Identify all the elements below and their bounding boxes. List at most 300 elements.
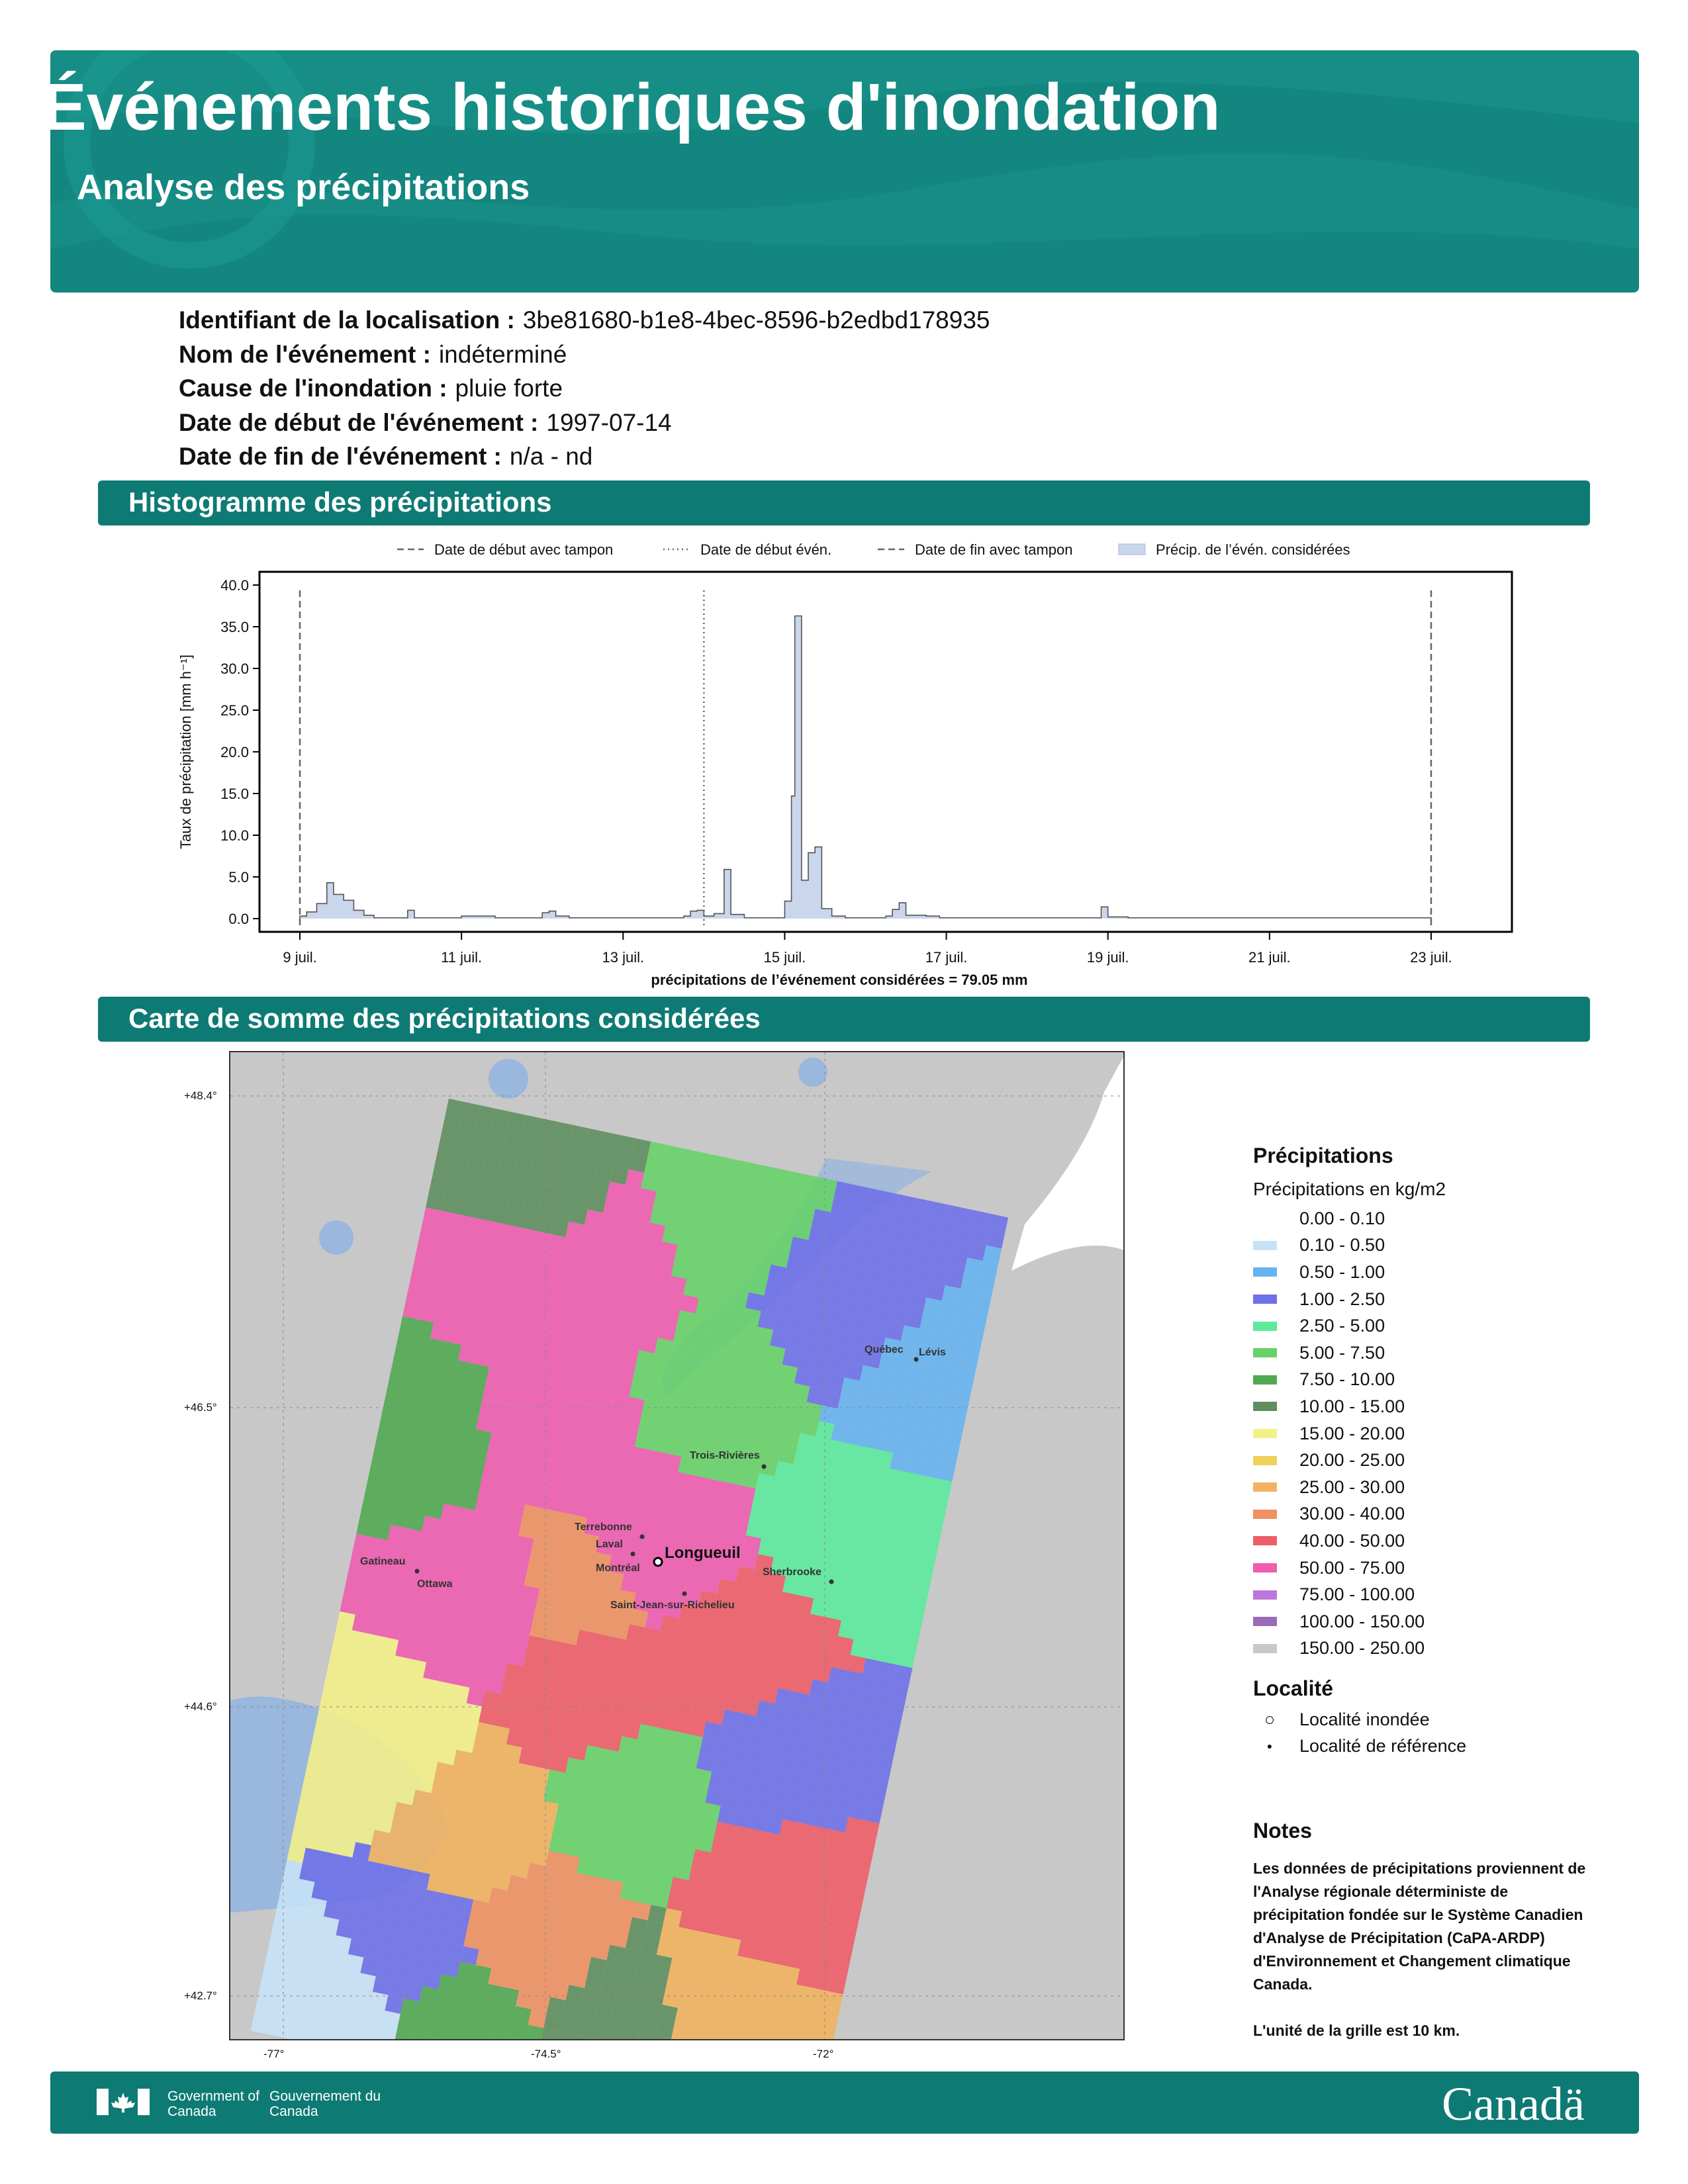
grid-cell (713, 1903, 731, 1921)
grid-cell (631, 1982, 649, 2001)
grid-cell (573, 1954, 591, 1972)
grid-cell (410, 1724, 428, 1743)
grid-cell (463, 1931, 482, 1949)
x-tick-label: 19 juil. (1086, 949, 1129, 966)
grid-cell (316, 2013, 334, 2032)
grid-cell (525, 1489, 543, 1508)
grid-cell (859, 1219, 877, 1238)
grid-cell (326, 1739, 344, 1757)
legend-class (1253, 1205, 1466, 1232)
grid-cell (907, 1603, 925, 1621)
grid-cell (911, 1506, 929, 1525)
grid-cell (481, 1999, 500, 2018)
grid-cell (757, 1847, 776, 1866)
grid-cell (614, 1833, 633, 1851)
grid-cell (595, 1617, 614, 1636)
grid-cell (506, 1274, 524, 1293)
grid-cell (316, 1705, 335, 1723)
grid-cell (680, 1522, 699, 1541)
grid-cell (590, 1259, 608, 1278)
grid-cell (945, 1270, 964, 1289)
grid-cell (749, 1277, 767, 1295)
grid-cell (709, 1999, 727, 2017)
grid-cell (509, 1258, 528, 1277)
grid-cell (497, 2003, 516, 2021)
grid-cell (436, 1681, 454, 1700)
grid-cell (369, 1537, 387, 1555)
grid-cell (807, 1614, 825, 1633)
grid-cell (745, 1828, 764, 1846)
grid-cell (686, 1572, 704, 1590)
grid-cell (594, 1926, 613, 1944)
grid-cell (529, 1165, 547, 1183)
grid-cell (774, 1234, 793, 1252)
grid-cell (376, 1961, 395, 1979)
grid-cell (461, 1102, 479, 1120)
grid-cell (884, 1630, 903, 1649)
grid-cell (806, 2003, 824, 2022)
grid-cell (755, 1327, 773, 1345)
grid-cell (641, 1936, 659, 1954)
grid-cell (687, 1491, 706, 1510)
grid-cell (770, 1866, 788, 1884)
map-lat-label: +46.5° (184, 1401, 217, 1414)
grid-cell (468, 1298, 487, 1317)
grid-cell (534, 1215, 553, 1234)
grid-cell (643, 2001, 662, 2020)
grid-cell (517, 1909, 536, 1928)
grid-cell (361, 1876, 380, 1895)
grid-cell (481, 1236, 500, 1255)
grid-cell (448, 1164, 467, 1183)
grid-cell (710, 1918, 728, 1936)
grid-cell (588, 1649, 607, 1667)
grid-cell (540, 1492, 559, 1511)
grid-cell (786, 2015, 805, 2034)
grid-cell (696, 1752, 715, 1771)
grid-cell (544, 1168, 563, 1187)
grid-cell (453, 1750, 472, 1768)
grid-cell (382, 1702, 400, 1721)
grid-cell (563, 1383, 582, 1402)
grid-cell (412, 1335, 430, 1353)
grid-cell (834, 1408, 853, 1427)
grid-cell (893, 1210, 912, 1228)
grid-cell (935, 1316, 954, 1335)
grid-cell (372, 1522, 391, 1540)
grid-cell (819, 1405, 837, 1424)
legend-swatch (1253, 1617, 1277, 1626)
grid-cell (599, 1294, 618, 1312)
grid-cell (720, 1644, 738, 1662)
grid-cell (482, 1463, 500, 1482)
info-label: Date de début de l'événement : (179, 408, 539, 436)
grid-cell (727, 1987, 746, 2005)
grid-cell (380, 1637, 399, 1655)
grid-cell (855, 1462, 874, 1480)
grid-cell (572, 1191, 590, 1209)
grid-cell (591, 1178, 610, 1197)
grid-cell (743, 1762, 761, 1781)
grid-cell (500, 1224, 518, 1242)
grid-cell (886, 1241, 905, 1259)
grid-cell (644, 1921, 663, 1939)
grid-cell (769, 1947, 787, 1966)
grid-cell (831, 1960, 849, 1978)
grid-cell (731, 1208, 749, 1226)
grid-cell (610, 1929, 628, 1948)
grid-cell (489, 1351, 508, 1370)
grid-cell (955, 1223, 974, 1242)
grid-cell (839, 1539, 857, 1558)
grid-cell (522, 1732, 541, 1751)
grid-cell (504, 1891, 523, 1909)
grid-cell (733, 1582, 751, 1600)
grid-cell (560, 1707, 579, 1726)
grid-cell (862, 1203, 880, 1222)
grid-cell (571, 1580, 589, 1598)
x-tick-label: 11 juil. (441, 949, 483, 966)
grid-cell (847, 1882, 866, 1901)
grid-cell (666, 1437, 684, 1456)
grid-cell (647, 1222, 665, 1241)
grid-cell (516, 1682, 535, 1701)
grid-cell (780, 1511, 799, 1529)
grid-cell (839, 1231, 858, 1250)
grid-cell (491, 1725, 510, 1744)
grid-cell (837, 1702, 856, 1720)
grid-cell (917, 1556, 935, 1574)
grid-cell (622, 1185, 641, 1203)
grid-cell (586, 1811, 605, 1829)
legend-class (1253, 1286, 1466, 1313)
grid-cell (281, 1876, 299, 1894)
info-row-end-date (179, 439, 990, 474)
grid-cell (806, 1467, 824, 1486)
grid-cell (709, 1463, 727, 1482)
grid-cell (271, 1922, 289, 1940)
grid-cell (628, 1770, 646, 1789)
grid-cell (588, 1957, 606, 1976)
grid-cell (349, 1630, 367, 1649)
grid-cell (494, 1709, 513, 1728)
grid-cell (916, 1328, 935, 1347)
grid-cell (858, 1527, 876, 1546)
grid-cell (531, 1539, 549, 1557)
grid-cell (347, 1792, 365, 1811)
grid-cell (865, 1723, 884, 1742)
grid-cell (400, 1999, 419, 2017)
grid-cell (389, 1363, 408, 1381)
grid-cell (597, 1455, 616, 1474)
legend-label: Précip. de l’évén. considérées (1156, 541, 1350, 558)
grid-cell (519, 1747, 538, 1766)
grid-cell (657, 1403, 675, 1422)
grid-cell (575, 2019, 593, 2038)
grid-cell (483, 1383, 501, 1401)
grid-cell (726, 1385, 744, 1404)
grid-cell (567, 1368, 585, 1387)
grid-cell (659, 1777, 677, 1796)
legend-class (1253, 1474, 1466, 1501)
grid-cell (624, 2013, 643, 2032)
grid-cell (729, 1906, 747, 1925)
grid-cell (680, 1749, 699, 1768)
grid-cell (519, 1212, 538, 1230)
grid-cell (575, 1483, 593, 1502)
grid-cell (557, 1723, 575, 1741)
grid-cell (406, 1285, 424, 1304)
grid-cell (523, 1651, 541, 1670)
grid-cell (659, 1242, 677, 1260)
grid-cell (343, 1580, 361, 1599)
grid-cell (734, 1956, 753, 1974)
grid-cell (787, 1707, 806, 1725)
grid-cell (751, 1651, 769, 1669)
grid-cell (954, 1304, 972, 1323)
grid-cell (835, 1636, 853, 1655)
grid-cell (861, 1285, 879, 1303)
grid-cell (431, 1550, 449, 1569)
grid-cell (444, 1488, 463, 1506)
grid-cell (579, 1695, 597, 1713)
grid-cell (809, 1987, 827, 2006)
grid-cell (714, 1367, 732, 1385)
grid-cell (845, 1508, 864, 1527)
grid-cell (513, 1470, 532, 1488)
grid-cell (510, 1713, 528, 1731)
grid-cell (393, 1802, 412, 1821)
grid-cell (555, 1576, 573, 1595)
grid-cell (771, 1477, 790, 1495)
grid-cell (696, 1980, 715, 1999)
grid-cell (657, 1176, 675, 1195)
grid-cell (545, 1396, 563, 1414)
grid-cell (550, 1981, 569, 2000)
grid-cell (854, 1851, 872, 1870)
grid-cell (527, 1863, 545, 1882)
grid-cell (575, 1175, 594, 1193)
grid-cell (409, 1269, 428, 1288)
grid-cell (931, 1413, 949, 1432)
grid-cell (426, 1647, 445, 1665)
grid-cell (883, 1484, 902, 1502)
grid-cell (323, 1674, 342, 1692)
grid-cell (702, 1494, 721, 1513)
grid-cell (585, 1128, 604, 1147)
grid-cell (414, 1855, 433, 1874)
grid-cell (432, 1469, 450, 1488)
grid-cell (516, 1455, 535, 1473)
grid-cell (828, 1667, 847, 1686)
grid-cell (482, 1155, 500, 1173)
grid-cell (557, 1642, 576, 1661)
grid-cell (898, 1569, 916, 1587)
grid-cell (879, 1580, 898, 1599)
grid-cell (432, 1697, 451, 1715)
grid-cell (686, 1263, 705, 1282)
grid-cell (604, 1343, 623, 1362)
grid-cell (674, 1780, 692, 1799)
grid-cell (852, 1250, 870, 1269)
grid-cell (630, 1836, 648, 1854)
grid-cell (474, 1348, 492, 1367)
grid-cell (373, 1895, 392, 1914)
notes-paragraph: Les données de précipitations proviennent de l'Analyse régionale déterministe de précipitation fondée sur le Système Canadien d'Analyse de Précipitation (CaPA-ARDP) d'Environnement et Changement climatique Canada. (1253, 1860, 1586, 1993)
grid-cell (859, 1446, 877, 1465)
grid-cell (921, 1459, 939, 1478)
grid-cell (538, 1735, 556, 1754)
grid-cell (334, 1854, 352, 1873)
grid-cell (732, 1354, 751, 1373)
grid-cell (396, 1868, 414, 1886)
place-label-terrebonne: Terrebonne (575, 1522, 632, 1533)
grid-cell (626, 1933, 644, 1951)
grid-cell (570, 1125, 588, 1144)
grid-cell (293, 1894, 311, 1913)
grid-cell (647, 1142, 666, 1160)
grid-cell (534, 1524, 552, 1542)
grid-cell (634, 1739, 653, 1758)
grid-cell (724, 1320, 742, 1339)
grid-cell (740, 1470, 759, 1488)
grid-cell (701, 1884, 720, 1902)
grid-cell (933, 1479, 952, 1497)
grid-cell (890, 1680, 909, 1699)
grid-cell (801, 1337, 820, 1355)
grid-cell (529, 1701, 547, 1719)
grid-cell (906, 1375, 925, 1394)
y-tick-label: 20.0 (220, 744, 249, 760)
grid-cell (842, 1833, 861, 1851)
grid-cell (328, 1804, 346, 1823)
grid-cell (439, 1666, 457, 1684)
grid-cell (794, 1676, 812, 1694)
grid-cell (845, 1590, 863, 1608)
grid-cell (393, 1574, 412, 1593)
grid-cell (485, 1756, 503, 1775)
grid-cell (939, 1301, 957, 1320)
grid-cell (795, 1595, 814, 1614)
notes-text (1253, 1857, 1597, 2042)
legend-class-label: 75.00 - 100.00 (1299, 1584, 1415, 1605)
map-lon-label: -72° (813, 2048, 834, 2060)
grid-cell (405, 1366, 424, 1385)
grid-cell (579, 1160, 597, 1178)
grid-cell (820, 1552, 839, 1570)
grid-cell (524, 1343, 542, 1361)
grid-cell (353, 1533, 371, 1552)
grid-cell (836, 1247, 855, 1265)
grid-cell (862, 1431, 880, 1449)
grid-cell (569, 1661, 588, 1680)
grid-cell (649, 1743, 668, 1761)
grid-cell (438, 1438, 457, 1457)
grid-cell (700, 1657, 719, 1675)
grid-cell (399, 1625, 417, 1643)
grid-cell (731, 1744, 749, 1762)
grid-cell (474, 1576, 492, 1594)
grid-cell (839, 1312, 857, 1331)
grid-cell (596, 1309, 614, 1328)
grid-cell (430, 1404, 448, 1422)
grid-cell (412, 1254, 431, 1273)
grid-cell (857, 1836, 876, 1854)
grid-cell (783, 1803, 802, 1822)
grid-cell (475, 1186, 494, 1205)
grid-cell (825, 1910, 844, 1929)
grid-cell (500, 1760, 518, 1778)
grid-cell (936, 1236, 955, 1254)
grid-cell (512, 2006, 531, 2025)
grid-cell (712, 1756, 730, 1774)
grid-cell (700, 1201, 718, 1220)
grid-cell (914, 1572, 932, 1590)
grid-cell (301, 1929, 320, 1947)
grid-cell (880, 1272, 898, 1291)
grid-cell (950, 1400, 968, 1419)
grid-cell (569, 1742, 587, 1760)
grid-cell (753, 1488, 771, 1507)
grid-cell (413, 1709, 432, 1727)
grid-cell (700, 1737, 718, 1756)
grid-cell (372, 1749, 391, 1767)
grid-cell (751, 1878, 769, 1897)
grid-cell (523, 1115, 541, 1134)
grid-cell (824, 1991, 843, 2009)
grid-cell (385, 1459, 404, 1478)
grid-cell (874, 1677, 893, 1696)
grid-cell (609, 1247, 628, 1265)
grid-cell (642, 1855, 661, 1874)
grid-cell (320, 1689, 338, 1707)
grid-cell (539, 1882, 557, 1900)
grid-cell (581, 1988, 600, 2007)
grid-cell (662, 1989, 680, 2007)
legend-class-label: 25.00 - 30.00 (1299, 1477, 1405, 1497)
grid-cell (693, 1232, 712, 1251)
grid-cell (552, 1819, 571, 1838)
grid-cell (507, 1956, 526, 1975)
grid-cell (548, 1916, 567, 1934)
grid-cell (735, 1339, 754, 1357)
grid-cell (831, 1197, 849, 1215)
grid-cell (698, 1363, 716, 1382)
grid-cell (446, 1326, 465, 1345)
grid-cell (447, 1700, 466, 1719)
footer-gov-en: Government of Canada (167, 2089, 259, 2119)
grid-cell (865, 1496, 883, 1515)
grid-cell (845, 1281, 864, 1300)
grid-cell (783, 1268, 802, 1287)
grid-cell (815, 1193, 833, 1212)
grid-cell (680, 1295, 698, 1313)
grid-cell (561, 1854, 580, 1872)
grid-cell (850, 1412, 868, 1430)
grid-cell (420, 1450, 438, 1469)
grid-cell (580, 1306, 598, 1324)
grid-cell (505, 1582, 524, 1601)
grid-cell (933, 1251, 951, 1269)
grid-cell (719, 1952, 737, 1971)
grid-cell (580, 1842, 598, 1860)
grid-cell (833, 1262, 851, 1281)
grid-cell (547, 1770, 565, 1788)
grid-cell (490, 1579, 508, 1598)
grid-cell (710, 1690, 728, 1709)
grid-cell (831, 1651, 850, 1670)
grid-cell (655, 2020, 674, 2038)
